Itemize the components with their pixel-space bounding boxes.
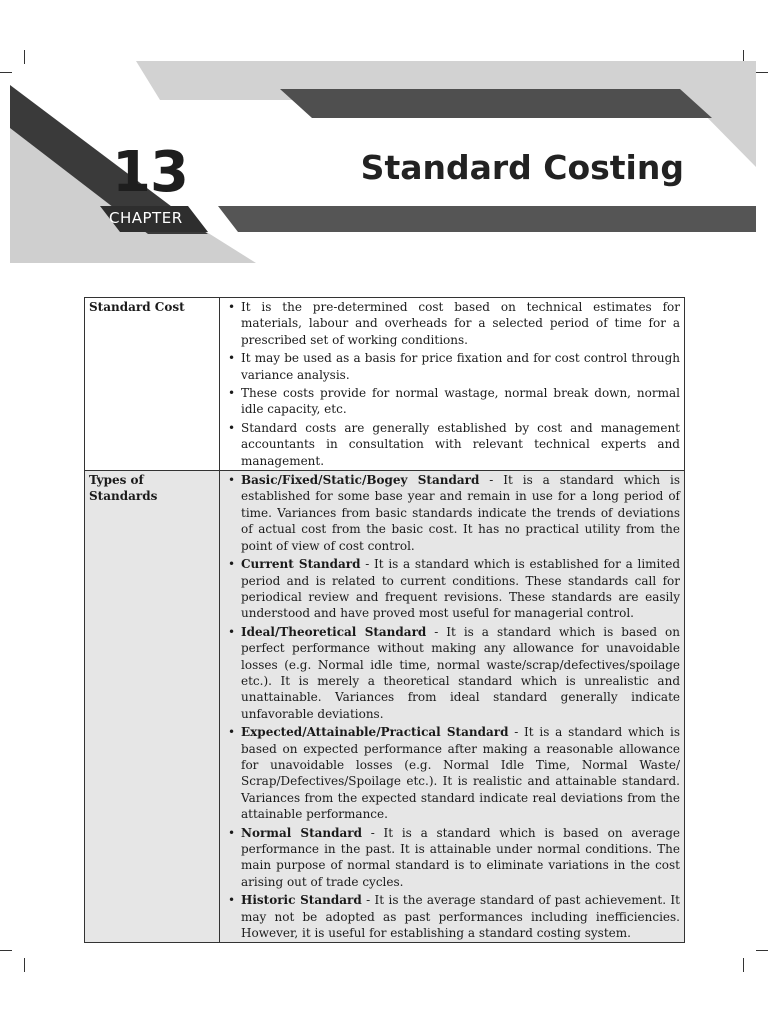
item-text: These costs provide for normal wastage, normal break down, normal idle capacity, etc. xyxy=(241,386,680,417)
crop-mark xyxy=(743,958,744,972)
item-heading: Basic/Fixed/Static/Bogey Standard xyxy=(241,473,480,488)
list-item xyxy=(224,825,680,891)
crop-mark xyxy=(24,958,25,972)
row-description xyxy=(220,298,685,471)
item-heading: Current Standard xyxy=(241,557,361,572)
page-title: Standard Costing xyxy=(360,148,684,187)
row-description xyxy=(220,471,685,943)
item-text: - It is the average standard of past achievement. It may not be adopted as past performances including inefficiencies. However, it is useful for establishing a standard costing system. xyxy=(241,893,680,941)
bullet-list xyxy=(224,472,680,941)
item-heading: Ideal/Theoretical Standard xyxy=(241,624,427,639)
item-text: It may be used as a basis for price fixation and for cost control through variance analysis. xyxy=(241,351,680,382)
item-heading: Expected/Attainable/Practical Standard xyxy=(241,725,509,740)
item-text: - It is a standard which is established for some base year and remain in use for a long period of time. Variances from basic standards indicate the trends of deviations of actual cost from the basic cost. It has no practical utility from the point of view of cost control. xyxy=(241,473,680,553)
standard-costing-table xyxy=(84,297,685,943)
crop-mark xyxy=(756,950,768,951)
list-item xyxy=(224,420,680,469)
item-text: - It is a standard which is established for a limited period and is related to current conditions. These standards call for periodical review and frequent revisions. These standards are easily understood and have proved most useful for managerial control. xyxy=(241,557,681,621)
item-heading: Normal Standard xyxy=(241,825,363,840)
list-item xyxy=(224,724,680,822)
chapter-number: 13 xyxy=(112,140,188,205)
table-row xyxy=(85,471,685,943)
item-text: Standard costs are generally established by cost and management accountants in consultation with relevant technical experts and management. xyxy=(241,420,680,468)
row-term: Standard Cost xyxy=(85,298,220,471)
item-text: - It is a standard which is based on perfect performance without making any allowance for unavoidable losses (e.g. Normal idle time, normal waste/scrap/defectives/spoilage etc.). It is merely a theoretical standard which is unrealistic and unattainable. Variances from ideal standard generally indicate unfavorable deviations. xyxy=(241,624,680,721)
list-item xyxy=(224,624,680,722)
list-item xyxy=(224,299,680,348)
list-item xyxy=(224,556,680,622)
list-item xyxy=(224,892,680,941)
item-text: - It is a standard which is based on expected performance after making a reasonable allowance for unavoidable losses (e.g. Normal Idle Time, Normal Waste/ Scrap/Defectives/Spoilage etc.). It is realistic and attainable standard. Variances from the expected standard indicate real deviations from the attainable performance. xyxy=(241,725,680,822)
table-row xyxy=(85,298,685,471)
item-heading: Historic Standard xyxy=(241,893,362,908)
crop-mark xyxy=(0,950,12,951)
bullet-list xyxy=(224,299,680,469)
item-text: - It is a standard which is based on average performance in the past. It is attainable under normal conditions. The main purpose of normal standard is to eliminate variations in the cost arising out of trade cycles. xyxy=(241,825,680,889)
row-term: Types of Standards xyxy=(85,471,220,943)
list-item xyxy=(224,472,680,554)
chapter-label: CHAPTER xyxy=(109,209,183,227)
list-item xyxy=(224,350,680,383)
item-text: It is the pre-determined cost based on technical estimates for materials, labour and overheads for a selected period of time for a prescribed set of working conditions. xyxy=(241,300,680,347)
list-item xyxy=(224,385,680,418)
